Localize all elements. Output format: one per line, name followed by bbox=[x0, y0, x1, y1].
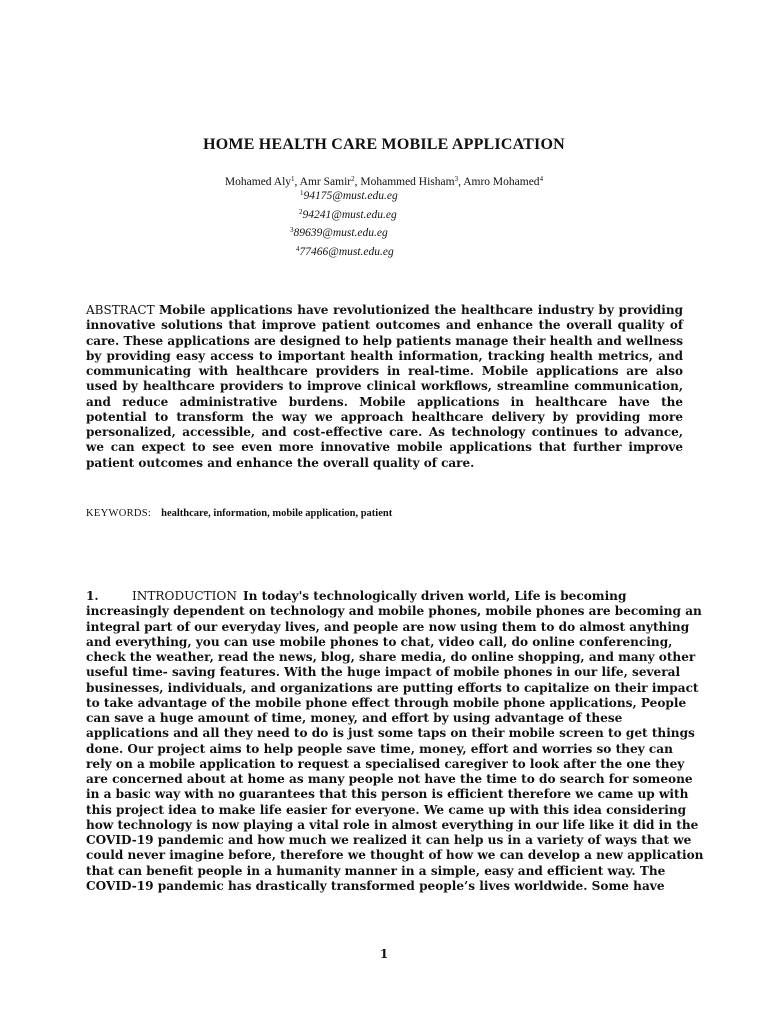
intro-line: can save a huge amount of time, money, and effort by using advantage of these bbox=[86, 711, 623, 725]
intro-line: done. Our project aims to help people save time, money, effort and worries so they can bbox=[86, 741, 673, 756]
email-sup: 1 bbox=[300, 189, 304, 197]
intro-line: increasingly dependent on technology and mobile phones, mobile phones are becoming an bbox=[86, 604, 702, 619]
intro-line: COVID-19 pandemic and how much we realized it can help us in a variety of ways that we bbox=[86, 833, 692, 847]
intro-line: COVID-19 pandemic has drastically transformed people’s lives worldwide. Some have bbox=[86, 878, 665, 893]
keywords-values: healthcare, information, mobile application, patient bbox=[161, 508, 393, 519]
intro-line: applications and all they need to do is just some taps on their mobile screen to get things bbox=[86, 726, 695, 741]
author-name: Mohamed Aly bbox=[224, 176, 292, 188]
email-sup: 2 bbox=[299, 207, 303, 216]
author-list: Mohamed Aly$^1$, Amr Samir$^2$, Mohammed Hisham$^3$, Amro Mohamed$^4$ bbox=[224, 175, 544, 188]
keywords bbox=[86, 508, 392, 519]
intro-line bbox=[86, 589, 686, 604]
author-sup: 1 bbox=[291, 175, 295, 183]
author-name: Mohammed Hisham bbox=[360, 176, 455, 188]
intro-text: In today's technologically driven world, Life is becoming bbox=[242, 589, 627, 603]
author-sup: 2 bbox=[351, 175, 355, 183]
email-line bbox=[290, 223, 768, 242]
abstract bbox=[86, 303, 683, 471]
email-line bbox=[296, 242, 768, 261]
intro-line: rely on a mobile application to request a specialised caregiver to look after the one they bbox=[86, 756, 685, 771]
email-address: 77466@must.edu.eg bbox=[299, 245, 394, 258]
intro-line: to take advantage of the mobile phone effect through mobile phone applications, People bbox=[86, 695, 687, 710]
intro-line: and everything, you can use mobile phones to chat, video call, do online conferencing, bbox=[86, 634, 673, 649]
intro-line: integral part of our everyday lives, and people are now using them to do almost anything bbox=[86, 619, 690, 634]
section-number: 1. bbox=[86, 589, 99, 603]
email-line bbox=[299, 205, 768, 224]
email-address: 89639@must.edu.eg bbox=[293, 227, 388, 239]
keywords-label: KEYWORDS: bbox=[86, 508, 152, 519]
abstract-text: Mobile applications have revolutionized the healthcare industry by providing innovative solutions that improve patient outcomes and enhance the overall quality of care. These applications are designed to help patients manage their health and wellness by providing easy access to important health information, tracking health metrics, and communicating with healthcare providers in real-time. Mobile applications are also used by healthcare providers to improve clinical workflows, streamline communication, and reduce administrative burdens. Mobile applications in healthcare have the potential to transform the way we approach healthcare delivery by providing more personalized, accessible, and cost-effective care. As technology continues to advance, we can expect to see even more innovative mobile applications that further improve patient outcomes and enhance the overall quality of care. bbox=[86, 303, 683, 470]
page-number: 1 bbox=[379, 947, 389, 961]
section-heading: INTRODUCTION bbox=[132, 589, 237, 603]
intro-line: could never imagine before, therefore we thought of how we can develop a new application bbox=[86, 848, 704, 863]
email-address: 94241@must.edu.eg bbox=[302, 208, 397, 221]
email-address: 94175@must.edu.eg bbox=[303, 190, 398, 202]
paper-title: HOME HEALTH CARE MOBILE APPLICATION bbox=[203, 136, 565, 153]
introduction-section bbox=[86, 589, 704, 894]
author-sup: 4 bbox=[539, 175, 544, 183]
intro-line: in a basic way with no guarantees that this person is efficient therefore we came up with bbox=[86, 787, 689, 802]
intro-line: that can benefit people in a humanity manner in a simple, easy and efficient way. The bbox=[86, 863, 666, 878]
abstract-label: ABSTRACT bbox=[86, 303, 155, 317]
intro-line: are concerned about at home as many people not have the time to do search for someone bbox=[86, 772, 693, 786]
email-list bbox=[0, 186, 768, 260]
author-sup: 3 bbox=[454, 175, 459, 183]
email-sup: 3 bbox=[290, 226, 294, 234]
intro-line: businesses, individuals, and organizations are putting efforts to capitalize on their impact bbox=[86, 680, 699, 695]
intro-line: useful time- saving features. With the huge impact of mobile phones in our life, several bbox=[86, 665, 681, 680]
intro-line: check the weather, read the news, blog, share media, do online shopping, and many other bbox=[86, 650, 696, 664]
author-name: Amr Samir bbox=[299, 176, 352, 188]
email-sup: 4 bbox=[296, 244, 300, 253]
intro-line: this project idea to make life easier for everyone. We came up with this idea considering bbox=[86, 802, 687, 817]
author-name: Amro Mohamed bbox=[463, 176, 540, 188]
email-line bbox=[300, 186, 768, 205]
intro-line: how technology is now playing a vital role in almost everything in our life like it did in the bbox=[86, 817, 699, 832]
